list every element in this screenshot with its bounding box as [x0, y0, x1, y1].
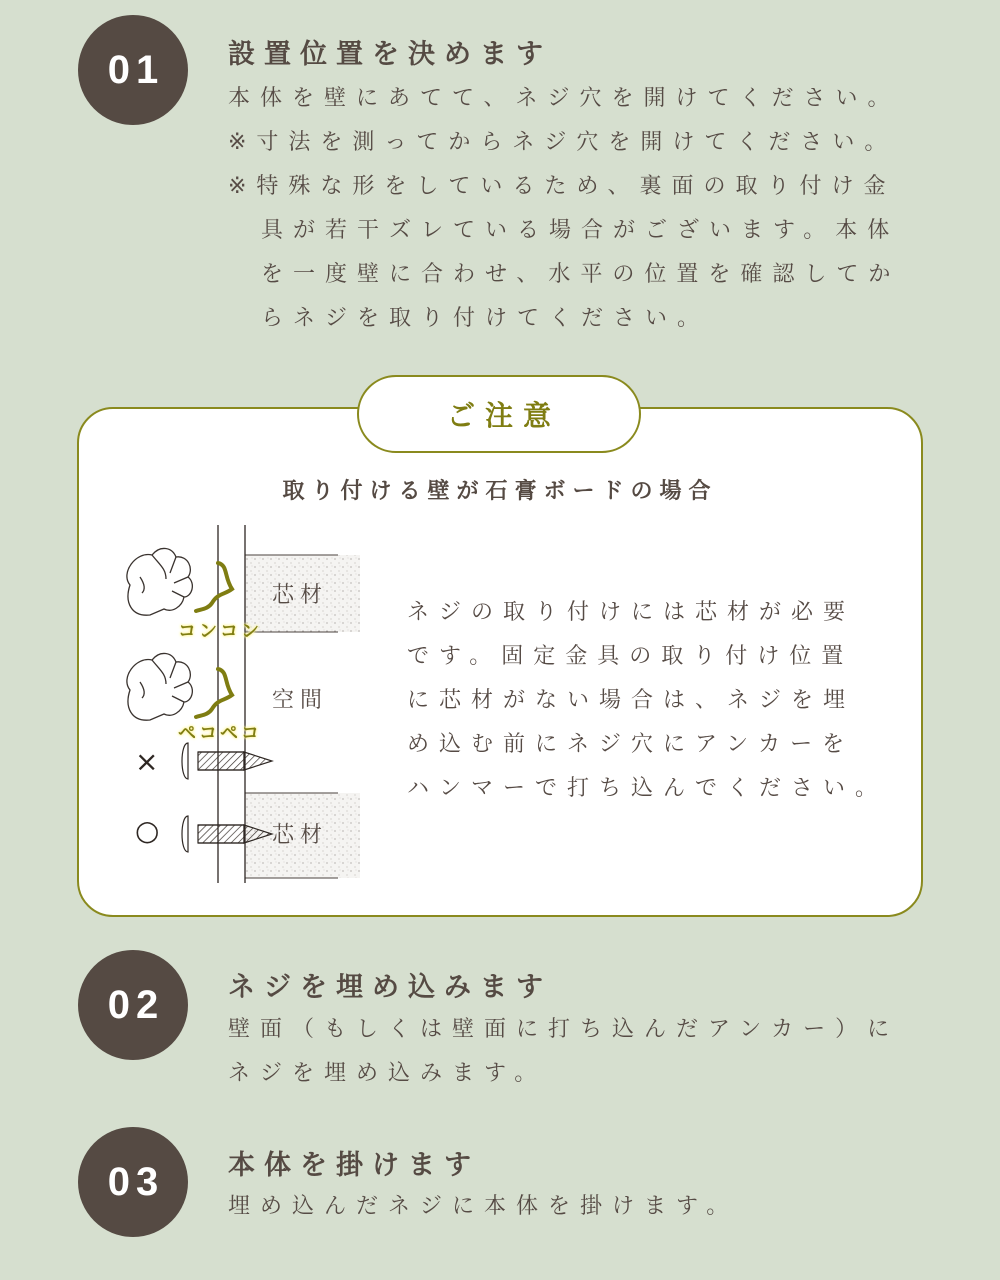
notice-line: ネジの取り付けには芯材が必要: [407, 600, 856, 625]
step-note-continued: 具が若干ズレている場合がございます。本体: [261, 218, 900, 243]
step-note-continued: らネジを取り付けてください。: [261, 306, 710, 331]
step-line: 本体を壁にあてて、ネジ穴を開けてください。: [228, 86, 900, 111]
step-title: 本体を掛けます: [228, 1150, 480, 1181]
notice-line: に芯材がない場合は、ネジを埋: [407, 688, 856, 713]
notice-line: です。固定金具の取り付け位置: [407, 644, 854, 669]
step-number-badge: 03: [78, 1127, 188, 1237]
step-title: ネジを埋め込みます: [228, 972, 552, 1003]
step-line: ネジを埋め込みます。: [228, 1061, 547, 1086]
sound-solid-label: コンコン: [178, 621, 262, 642]
label-core-material: 芯材: [272, 583, 329, 608]
step-description: [228, 1185, 738, 1229]
step-note-continued: を一度壁に合わせ、水平の位置を確認してか: [261, 262, 901, 287]
step-note: ※特殊な形をしているため、裏面の取り付け金: [228, 174, 896, 199]
step-note: ※寸法を測ってからネジ穴を開けてください。: [228, 130, 897, 155]
notice-line: め込む前にネジ穴にアンカーを: [407, 732, 855, 757]
step-description: [228, 1008, 899, 1096]
wrong-mark-icon: ×: [135, 745, 159, 778]
step-number-badge: 01: [78, 15, 188, 125]
step-title: 設置位置を決めます: [228, 39, 552, 70]
notice-line: ハンマーで打ち込んでください。: [407, 776, 888, 801]
correct-mark-icon: ○: [135, 814, 160, 847]
wall-diagram: [110, 525, 360, 885]
notice-badge: ご注意: [357, 375, 641, 453]
step-description: [228, 77, 900, 341]
notice-heading: 取り付ける壁が石膏ボードの場合: [282, 479, 718, 504]
label-core-material: 芯材: [272, 823, 329, 848]
notice-explanation: [407, 591, 887, 811]
step-line: 埋め込んだネジに本体を掛けます。: [228, 1194, 739, 1219]
step-number-badge: 02: [78, 950, 188, 1060]
sound-hollow-label: ペコペコ: [178, 723, 262, 744]
label-empty-space: 空間: [272, 688, 329, 713]
step-line: 壁面（もしくは壁面に打ち込んだアンカー）に: [228, 1017, 900, 1042]
